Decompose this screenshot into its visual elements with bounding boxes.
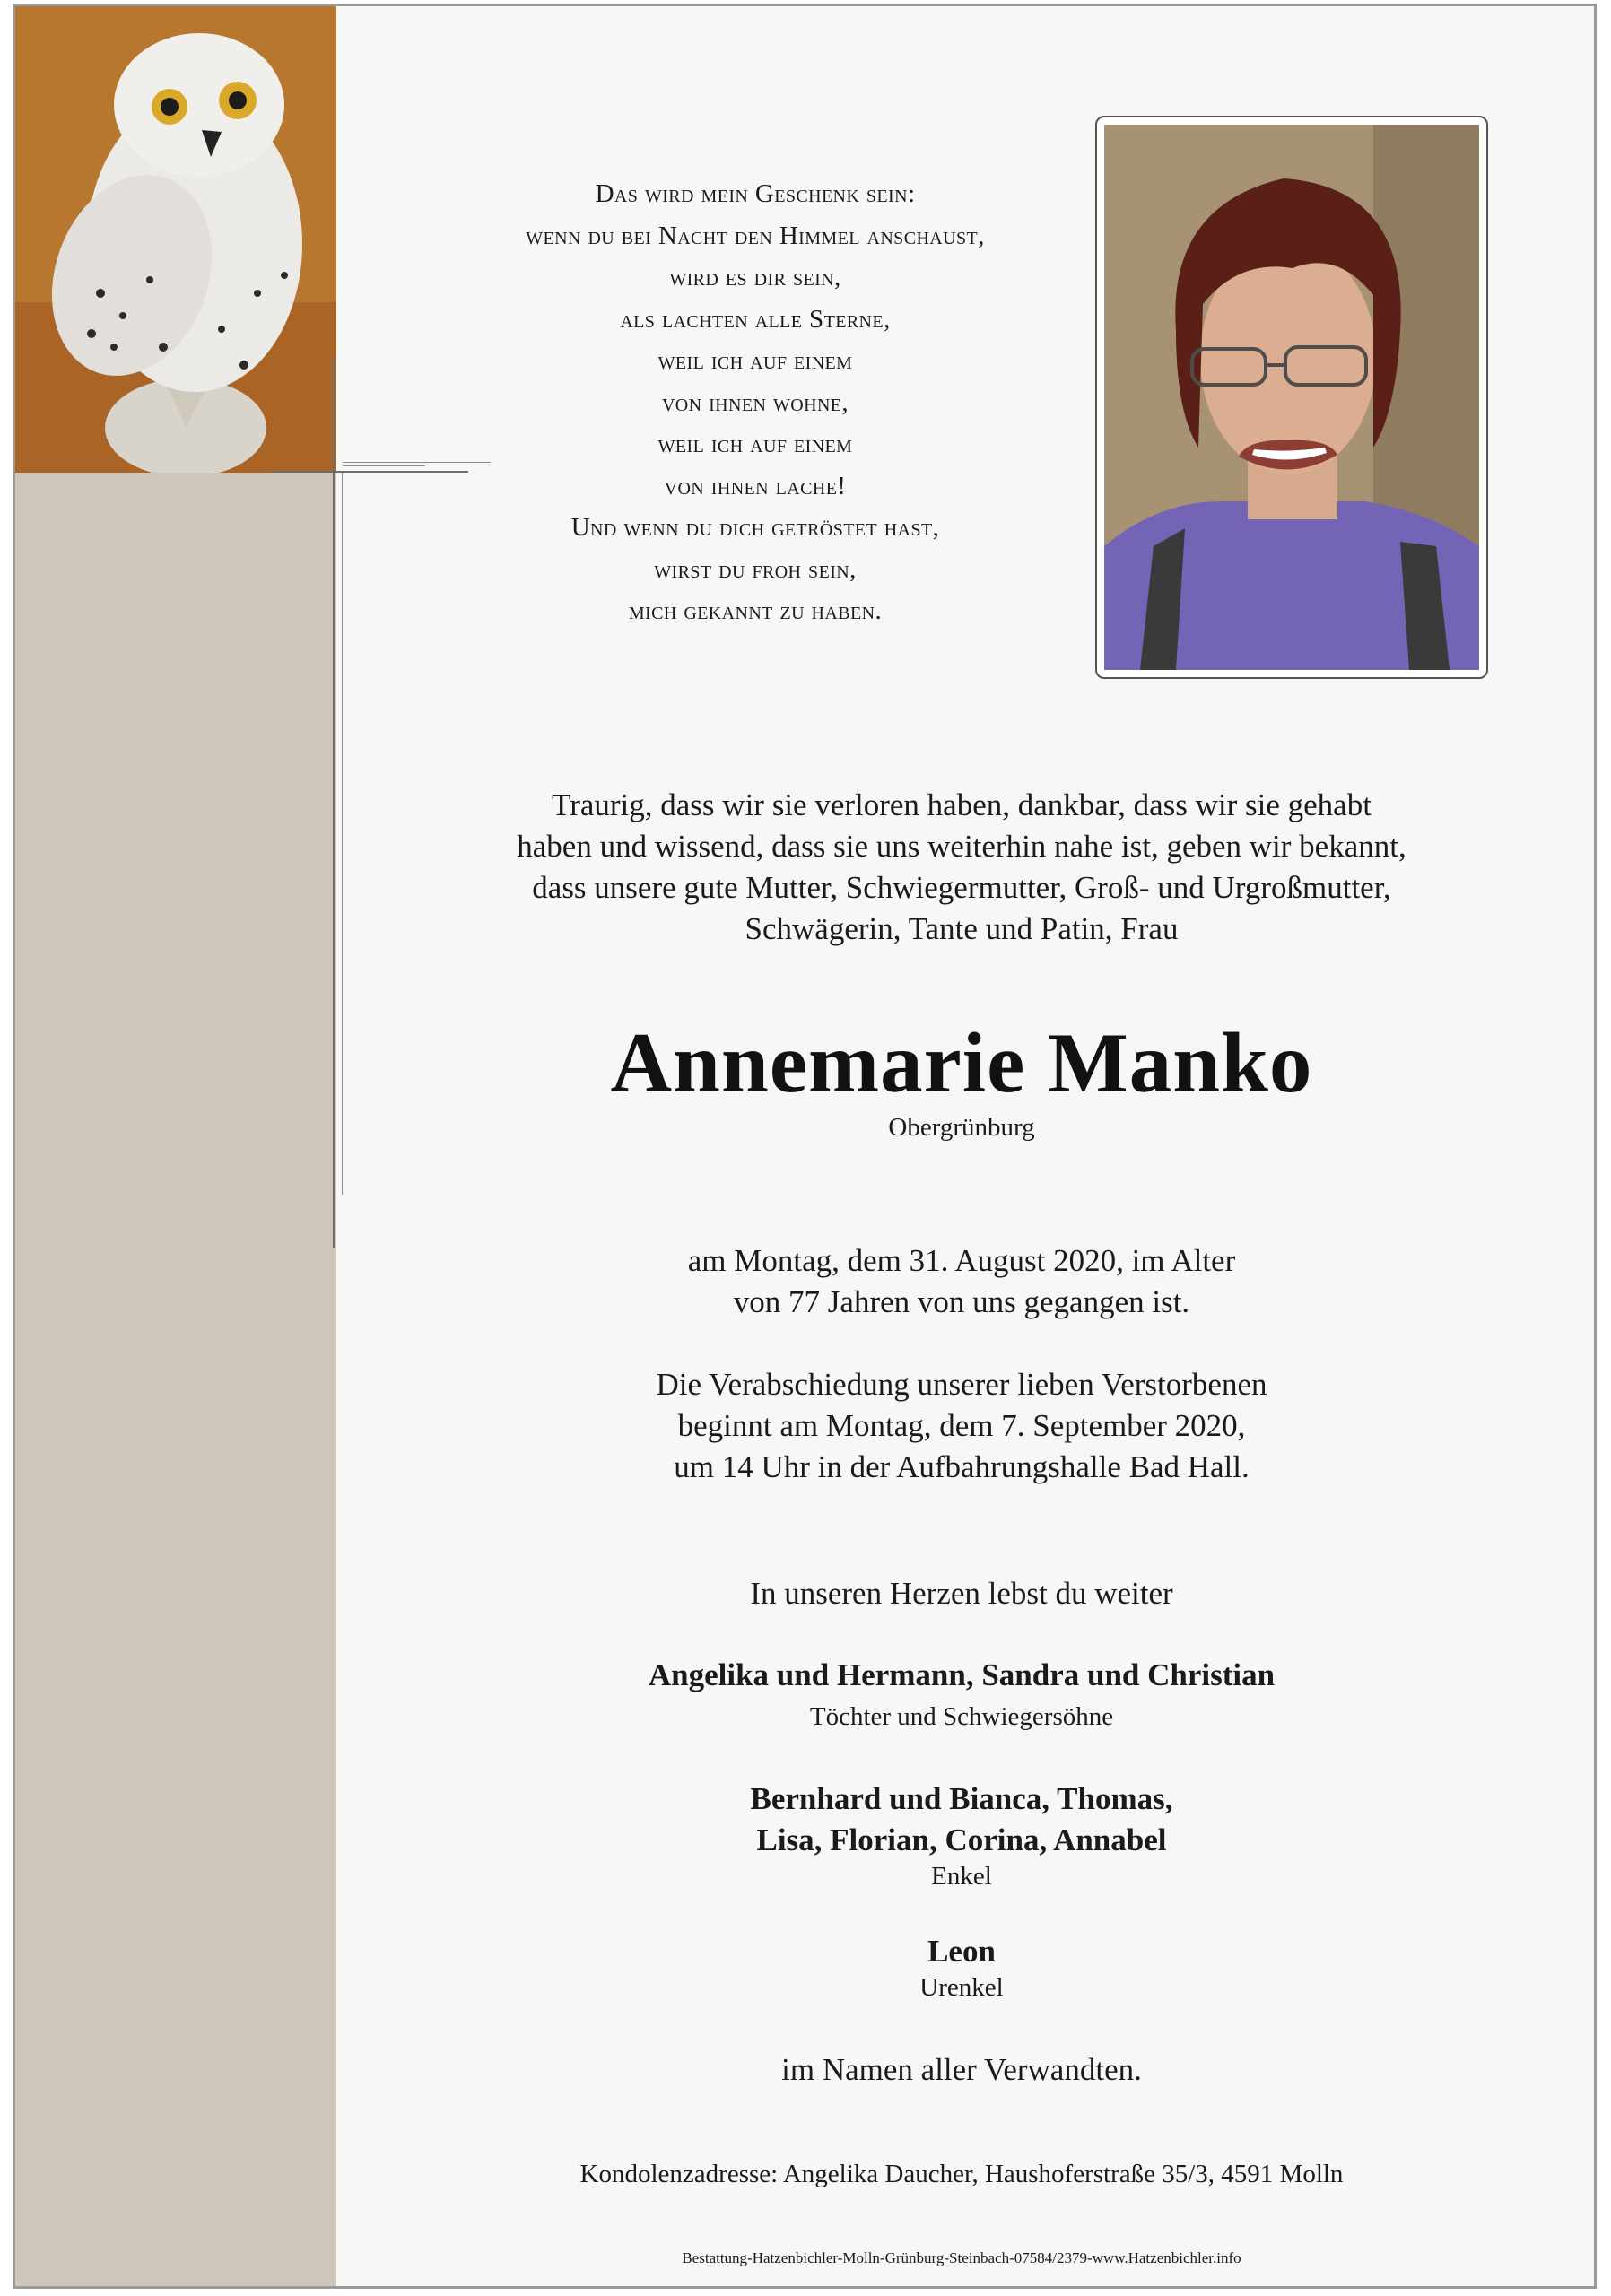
death-line: von 77 Jahren von uns gegangen ist. — [733, 1284, 1190, 1319]
poem-line: weil ich auf einem — [657, 430, 853, 458]
obituary-card — [13, 4, 1597, 2289]
farewell-line: Die Verabschiedung unserer lieben Verstorbenen — [656, 1367, 1267, 1402]
owl-icon — [15, 6, 336, 473]
poem-line: mich gekannt zu haben. — [628, 596, 883, 625]
condolence-address: Kondolenzadresse: Angelika Daucher, Haushoferstraße 35/3, 4591 Molln — [579, 2160, 1344, 2188]
funeral-home-footer: Bestattung-Hatzenbichler-Molln-Grünburg-Steinbach-07584/2379-www.Hatzenbichler.info — [682, 2249, 1241, 2266]
poem-line: weil ich auf einem — [657, 346, 853, 375]
grandchildren-line: Bernhard und Bianca, Thomas, — [750, 1781, 1173, 1816]
farewell-line: beginnt am Montag, dem 7. September 2020, — [677, 1408, 1246, 1443]
daughters-role: Töchter und Schwiegersöhne — [809, 1702, 1114, 1731]
announcement-intro — [446, 785, 1477, 950]
grandchildren-line: Lisa, Florian, Corina, Annabel — [756, 1822, 1167, 1857]
great-grandchild-role: Urenkel — [919, 1973, 1004, 2002]
intro-line: haben und wissend, dass sie uns weiterhin nahe ist, geben wir bekannt, — [517, 829, 1406, 864]
grandchildren-names — [446, 1779, 1477, 1861]
poem-line: Und wenn du dich getröstet hast, — [570, 513, 940, 542]
intro-line: dass unsere gute Mutter, Schwiegermutter, Groß- und Urgroßmutter, — [532, 870, 1391, 905]
portrait-frame — [1095, 116, 1488, 679]
portrait-photo — [1104, 125, 1479, 670]
portrait-icon — [1104, 125, 1479, 670]
intro-line: Schwägerin, Tante und Patin, Frau — [745, 911, 1179, 946]
deceased-place: Obergrünburg — [888, 1113, 1035, 1142]
poem — [459, 173, 1051, 632]
farewell-line: um 14 Uhr in der Aufbahrungshalle Bad Hall. — [674, 1449, 1250, 1484]
death-notice — [446, 1240, 1477, 1323]
hearts-line: In unseren Herzen lebst du weiter — [750, 1576, 1173, 1611]
poem-line: wird es dir sein, — [669, 263, 841, 291]
poem-line: Das wird mein Geschenk sein: — [595, 179, 916, 208]
cross-horizontal-line — [271, 471, 468, 473]
poem-line: als lachten alle Sterne, — [620, 304, 891, 334]
closing-line: im Namen aller Verwandten. — [781, 2052, 1142, 2087]
poem-line: von ihnen wohne, — [661, 387, 849, 417]
poem-line: von ihnen lache! — [664, 471, 847, 500]
cross-vertical-line — [333, 356, 335, 1248]
great-grandchild-name: Leon — [927, 1934, 996, 1969]
owl-figurine-photo — [15, 6, 336, 473]
death-line: am Montag, dem 31. August 2020, im Alter — [687, 1243, 1236, 1278]
poem-line: wenn du bei Nacht den Himmel anschaust, — [526, 221, 985, 250]
daughters-names: Angelika und Hermann, Sandra und Christian — [648, 1657, 1276, 1692]
deceased-name: Annemarie Manko — [610, 1015, 1313, 1110]
intro-line: Traurig, dass wir sie verloren haben, dankbar, dass wir sie gehabt — [552, 787, 1372, 822]
cross-vertical-line-inner — [342, 473, 343, 1195]
farewell-notice — [446, 1364, 1477, 1488]
poem-line: wirst du froh sein, — [654, 554, 857, 584]
grandchildren-role: Enkel — [931, 1862, 992, 1891]
cross-horizontal-line-short — [343, 465, 425, 466]
